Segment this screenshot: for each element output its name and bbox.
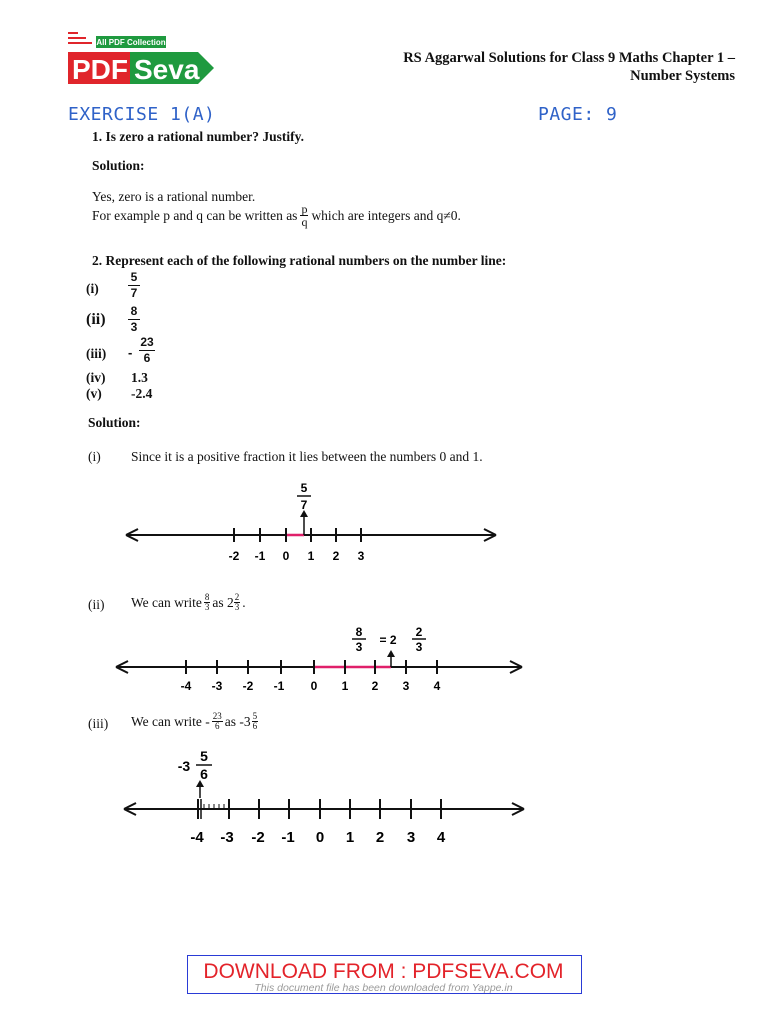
line2-tick-label: -3 [211,679,223,693]
line3-whole: -3 [177,758,191,774]
part-i-num: 5 [130,270,138,284]
q1-frac-den: q [301,215,308,229]
q1-solution-label: Solution: [92,158,145,173]
part-v-label: (v) [86,386,102,401]
download-link[interactable]: DOWNLOAD FROM : PDFSEVA.COM [203,960,564,983]
footer-note: This document file has been downloaded from Yappe.in [254,982,513,994]
part-ii-label: (ii) [86,311,106,328]
line2-tick-label: 4 [433,679,441,693]
q1-fraction [300,203,308,228]
line2-tick-label: -2 [242,679,254,693]
line1-tick-label: 1 [307,549,315,563]
q1-answer-line2 [92,203,461,228]
line2-lbl-num: 8 [355,625,363,639]
line3-tick-label: 0 [315,829,325,846]
q1-answer-pre: For example p and q can be written as [92,207,298,223]
line2-tick-label: 1 [341,679,349,693]
page-label: PAGE: 9 [538,104,618,125]
q2-question: 2. Represent each of the following rational numbers on the number line: [92,253,507,268]
line2-tick-label: -4 [180,679,192,693]
sol-iii-pre: We can write - [131,713,210,729]
sol-iii-text [131,712,260,731]
sol-ii-text [131,593,246,612]
part-iii-sign: - [128,345,133,360]
logo-tagline: All PDF Collection [96,38,166,47]
header-line1: RS Aggarwal Solutions for Class 9 Maths Chapter 1 – [403,50,735,66]
line1-point-den: 7 [300,498,308,512]
number-line-2 [110,622,530,696]
q1-frac-num: p [301,202,308,216]
line2-lbl-num2: 2 [415,625,423,639]
sol-i-text: Since it is a positive fraction it lies between the numbers 0 and 1. [131,449,483,464]
line3-tick-label: -1 [281,829,295,846]
part-iii-label: (iii) [86,346,107,361]
logo-brand-right: Seva [134,54,200,85]
sol-ii-mid: as 2 [212,594,234,610]
part-iv-label: (iv) [86,370,106,385]
line2-tick-label: 0 [310,679,318,693]
line2-lbl-den: 3 [355,640,363,654]
sol-iii-den: 6 [215,721,220,731]
number-line-1 [120,478,510,568]
line3-tick-label: 2 [375,829,385,846]
line3-tick-label: 4 [436,829,446,846]
part-ii-den: 3 [130,320,138,334]
sol-iii-num: 23 [212,711,222,721]
sol-ii-num: 8 [204,592,210,602]
sol-iii-frac [212,712,223,731]
q2-solution-label: Solution: [88,415,141,430]
part-i-fraction [128,271,140,300]
sol-ii-frac2 [234,593,241,612]
q1-answer-post: which are integers and q≠0. [311,207,461,223]
q1-question: 1. Is zero a rational number? Justify. [92,129,304,144]
line3-lbl-num: 5 [200,748,208,764]
line3-tick-label: -2 [251,829,265,846]
line2-eq: = 2 [379,633,397,647]
line1-tick-label: 3 [357,549,365,563]
sol-ii-den2: 3 [234,602,240,612]
line2-tick-label: 3 [402,679,410,693]
line3-tick-label: -3 [220,829,234,846]
line1-point-num: 5 [300,481,308,495]
pdfseva-logo [66,30,218,88]
sol-ii-num2: 2 [234,592,240,602]
line3-tick-label: 3 [406,829,416,846]
line2-lbl-den2: 3 [415,640,423,654]
part-iii-den: 6 [143,351,151,365]
header-title [340,49,735,85]
part-i-label: (i) [86,281,99,296]
line1-tick-label: -2 [228,549,240,563]
sol-ii-den: 3 [204,602,210,612]
sol-iii-label: (iii) [88,716,109,731]
sol-iii-num2: 5 [252,711,258,721]
q1-answer-line1: Yes, zero is a rational number. [92,189,256,204]
logo-brand-left: PDF [72,54,128,85]
line3-tick-label: 1 [345,829,355,846]
sol-iii-mid: as -3 [224,713,251,729]
line1-tick-label: -1 [254,549,266,563]
line3-lbl-den: 6 [200,766,208,782]
sol-iii-den2: 6 [252,721,258,731]
part-iii-fraction [139,336,155,365]
part-i-den: 7 [130,286,138,300]
part-iii-num: 23 [140,335,154,349]
header-line2: Number Systems [630,68,735,84]
line1-tick-label: 0 [282,549,290,563]
line1-tick-label: 2 [332,549,340,563]
sol-ii-label: (ii) [88,597,105,612]
line2-tick-label: -1 [273,679,285,693]
part-iv-value: 1.3 [131,370,148,385]
sol-ii-pre: We can write [131,594,202,610]
sol-iii-frac2 [252,712,259,731]
exercise-title: EXERCISE 1(A) [68,104,216,125]
sol-ii-frac [204,593,211,612]
part-ii-fraction [128,305,140,334]
number-line-3 [118,744,538,848]
line3-tick-label: -4 [190,829,204,846]
sol-i-label: (i) [88,449,101,464]
sol-ii-post: . [242,594,246,610]
line2-tick-label: 2 [371,679,379,693]
part-ii-num: 8 [130,304,138,318]
part-v-value: -2.4 [131,386,153,401]
